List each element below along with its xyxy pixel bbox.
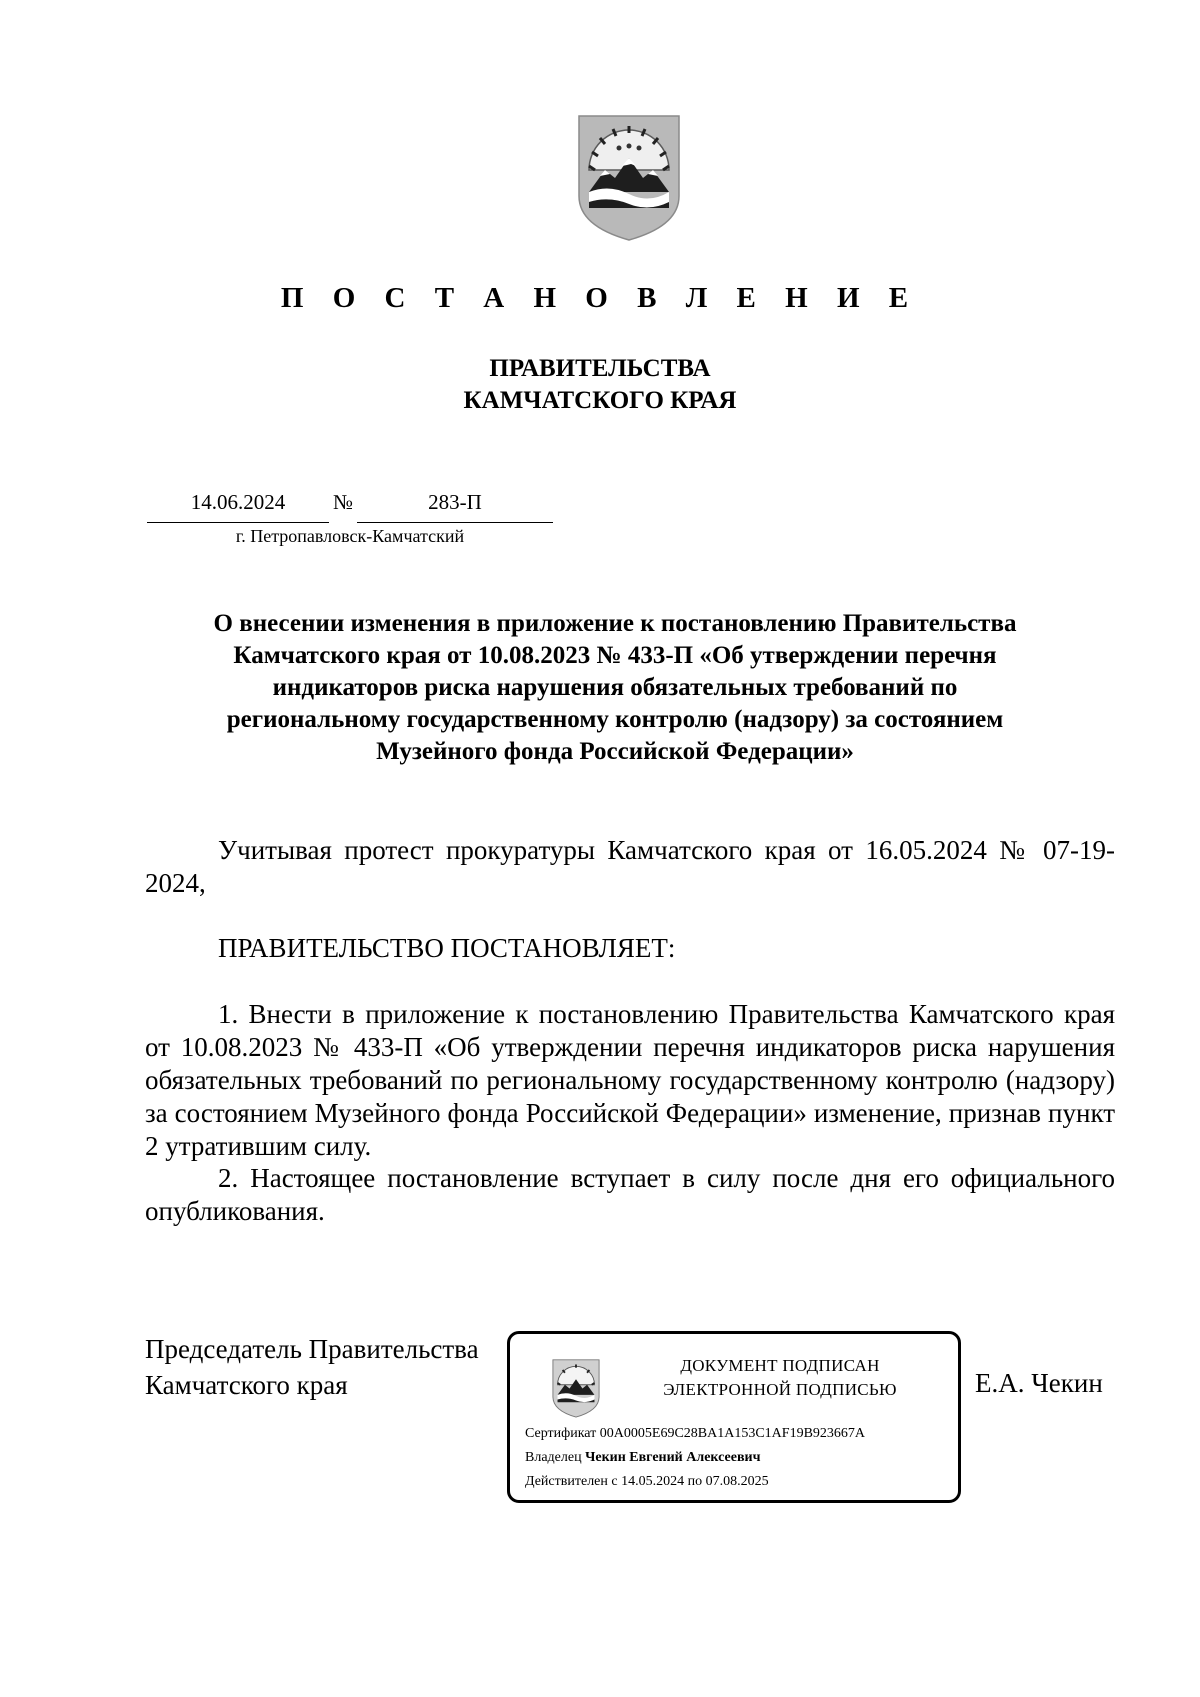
document-heading <box>150 608 1080 768</box>
number-sign: № <box>333 490 354 514</box>
authority-line-1: ПРАВИТЕЛЬСТВА <box>489 355 711 382</box>
signatory-position <box>145 1331 479 1403</box>
document-type-title: П О С Т А Н О В Л Е Н И Е <box>280 282 920 314</box>
certificate-row <box>525 1426 865 1442</box>
resolves-clause: ПРАВИТЕЛЬСТВО ПОСТАНОВЛЯЕТ: <box>218 933 676 963</box>
owner-label: Владелец <box>525 1450 582 1465</box>
stamp-heading-line-1: ДОКУМЕНТ ПОДПИСАН <box>680 1356 880 1375</box>
issuing-authority <box>0 353 1200 417</box>
certificate-value: 00A0005E69C28BA1A153C1AF19B923667A <box>599 1426 866 1441</box>
heading-line: О внесении изменения в приложение к постановлению Правительства <box>213 610 1017 637</box>
valid-from: 14.05.2024 <box>621 1474 685 1489</box>
electronic-signature-stamp <box>507 1331 961 1503</box>
preamble-paragraph: Учитывая протест прокуратуры Камчатского края от 16.05.2024 № 07-19-2024, <box>145 835 1115 898</box>
heading-line: Музейного фонда Российской Федерации» <box>376 738 854 765</box>
signatory-name: Е.А. Чекин <box>975 1368 1103 1398</box>
registration-number: 283-П <box>357 490 553 523</box>
position-line-1: Председатель Правительства <box>145 1334 479 1364</box>
owner-value: Чекин Евгений Алексеевич <box>585 1450 761 1465</box>
registration-date: 14.06.2024 <box>147 490 329 523</box>
stamp-coat-of-arms-icon <box>550 1358 602 1418</box>
item-1-paragraph: 1. Внести в приложение к постановлению Правительства Камчатского края от 10.08.2023 № 433-П «Об утверждении перечня индикаторов риска нарушения обязательных требований по региональному государственному контролю (надзору) за состоянием Музейного фонда Российской Федерации» изменение, признав пункт 2 утратившим силу. <box>145 999 1115 1161</box>
authority-line-2: КАМЧАТСКОГО КРАЯ <box>463 387 737 414</box>
heading-line: Камчатского края от 10.08.2023 № 433-П «Об утверждении перечня <box>233 642 997 669</box>
valid-label: Действителен с <box>525 1474 618 1489</box>
valid-to-label: по <box>687 1474 703 1489</box>
validity-row <box>525 1474 769 1490</box>
place-of-issue: г. Петропавловск-Камчатский <box>235 526 465 546</box>
heading-line: индикаторов риска нарушения обязательных требований по <box>272 674 958 701</box>
stamp-heading-line-2: ЭЛЕКТРОННОЙ ПОДПИСЬЮ <box>663 1380 897 1399</box>
item-2-paragraph: 2. Настоящее постановление вступает в силу после дня его официального опубликования. <box>145 1163 1115 1226</box>
valid-to: 07.08.2025 <box>705 1474 769 1489</box>
heading-line: региональному государственному контролю (надзору) за состоянием <box>226 706 1004 733</box>
position-line-2: Камчатского края <box>145 1370 348 1400</box>
kamchatka-coat-of-arms-icon <box>575 112 683 242</box>
stamp-heading <box>620 1354 940 1402</box>
owner-row <box>525 1450 760 1466</box>
certificate-label: Сертификат <box>525 1426 597 1441</box>
